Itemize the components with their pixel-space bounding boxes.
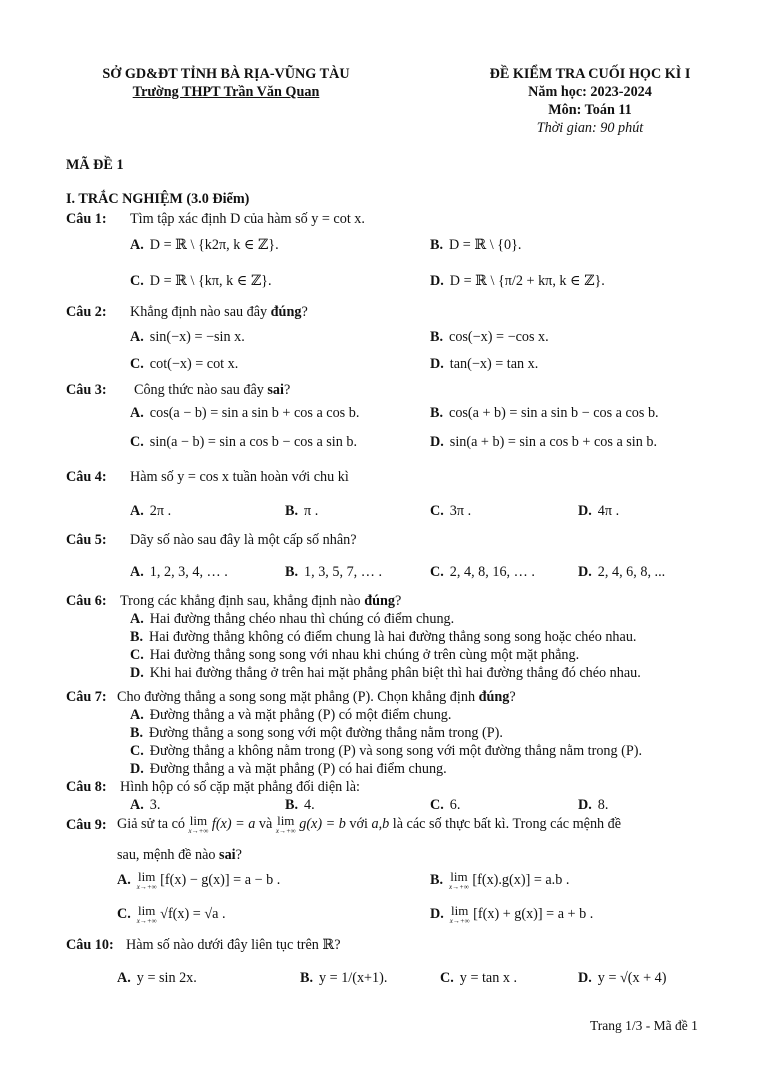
option-label: C. <box>430 564 444 580</box>
question-text-pre: Công thức nào sau đây <box>134 382 268 398</box>
option-text: 1, 2, 3, 4, … . <box>149 564 228 580</box>
question-text <box>130 304 308 321</box>
option-c[interactable] <box>430 503 471 520</box>
option-b[interactable] <box>285 503 318 520</box>
question-emphasis: đúng <box>364 593 395 609</box>
option-label: C. <box>440 970 454 986</box>
option-label: C. <box>130 743 144 759</box>
option-label: C. <box>130 647 144 663</box>
question-text-pre: Khẳng định nào sau đây <box>130 304 271 320</box>
question-text <box>117 814 621 835</box>
option-text: √f(x) = √a . <box>160 905 226 922</box>
exam-time: Thời gian: 90 phút <box>536 120 644 136</box>
question-text <box>134 382 290 399</box>
question-text-a: Giả sử ta có <box>117 815 185 832</box>
question-text-pre: sau, mệnh đề nào <box>117 847 220 863</box>
option-text: cos(a + b) = sin a sin b − cos a cos b. <box>449 405 659 421</box>
question-emphasis: đúng <box>478 689 510 705</box>
option-a[interactable] <box>130 564 228 581</box>
option-label: C. <box>430 503 444 519</box>
question-text-b: và <box>258 815 273 832</box>
limit-subscript: x→+∞ <box>136 917 157 925</box>
option-d[interactable] <box>430 273 605 290</box>
option-label: D. <box>130 665 144 681</box>
option-label: D. <box>578 970 592 986</box>
option-a[interactable] <box>117 870 280 891</box>
limit-g-expr: g(x) = b <box>299 815 346 832</box>
option-b[interactable] <box>130 725 503 742</box>
option-b[interactable] <box>300 970 387 987</box>
option-text: Khi hai đường thẳng ở trên hai mặt phẳng phân biệt thì hai đường thẳng đó chéo nhau. <box>149 665 641 681</box>
option-b[interactable] <box>285 797 315 814</box>
option-label: D. <box>578 797 592 813</box>
option-text: Đường thẳng a và mặt phẳng (P) có hai điểm chung. <box>149 761 447 777</box>
question-text-post: ? <box>394 593 402 609</box>
option-c[interactable] <box>430 564 535 581</box>
option-label: B. <box>285 564 299 580</box>
option-label: D. <box>430 356 444 372</box>
option-d[interactable] <box>130 665 641 682</box>
limit-subscript: x→+∞ <box>136 883 157 891</box>
option-d[interactable] <box>578 503 619 520</box>
question-text <box>117 689 516 706</box>
option-text: Đường thẳng a và mặt phẳng (P) có một điểm chung. <box>149 707 452 723</box>
option-label: A. <box>117 970 131 986</box>
page-footer: Trang 1/3 - Mã đề 1 <box>590 1018 698 1033</box>
limit-f: lim x→+∞ <box>188 813 209 835</box>
option-a[interactable] <box>130 237 279 254</box>
option-b[interactable] <box>130 629 636 646</box>
limit-subscript: x→+∞ <box>449 883 469 891</box>
option-label: A. <box>130 564 144 580</box>
limit-subscript: x→+∞ <box>449 917 470 925</box>
question-text: Dãy số nào sau đây là một cấp số nhân? <box>130 532 357 548</box>
option-b[interactable] <box>430 237 521 254</box>
option-text: sin(−x) = −sin x. <box>149 329 245 345</box>
question-text: Hàm số y = cos x tuần hoàn với chu kì <box>130 469 349 485</box>
option-text: Hai đường thẳng không có điểm chung là hai đường thẳng song song hoặc chéo nhau. <box>149 629 637 645</box>
option-text: sin(a + b) = sin a cos b + cos a sin b. <box>449 434 658 450</box>
exam-code: MÃ ĐỀ 1 <box>66 157 124 173</box>
question-text <box>120 593 401 610</box>
option-d[interactable] <box>430 904 593 925</box>
option-label: B. <box>300 970 314 986</box>
option-text: cos(−x) = −cos x. <box>449 329 549 345</box>
option-a[interactable] <box>130 329 245 346</box>
option-label: A. <box>130 329 144 345</box>
option-text: [f(x).g(x)] = a.b . <box>472 871 570 888</box>
option-d[interactable] <box>578 970 667 987</box>
option-label: A. <box>130 405 144 421</box>
option-c[interactable] <box>130 273 272 290</box>
option-text: y = √(x + 4) <box>597 970 667 986</box>
option-label: C. <box>130 434 144 450</box>
limit-operator: lim x→+∞ <box>136 903 157 925</box>
question-text-post: ? <box>283 382 291 398</box>
question-number: Câu 1: <box>66 211 107 227</box>
option-a[interactable] <box>130 797 160 814</box>
option-text: y = sin 2x. <box>136 970 197 986</box>
option-label: C. <box>130 273 144 289</box>
option-d[interactable] <box>578 564 665 581</box>
option-label: B. <box>430 405 444 421</box>
option-label: D. <box>578 564 592 580</box>
option-d[interactable] <box>578 797 608 814</box>
question-emphasis: sai <box>267 382 284 398</box>
question-number: Câu 7: <box>66 689 107 705</box>
school-year: Năm học: 2023-2024 <box>528 84 652 100</box>
option-text: Đường thẳng a song song với một đường thẳng nằm trong (P). <box>149 725 503 741</box>
option-label: A. <box>130 797 144 813</box>
option-d[interactable] <box>130 761 447 778</box>
option-text: 2π . <box>149 503 172 519</box>
question-text-c: với <box>349 815 368 832</box>
limit-f-expr: f(x) = a <box>211 815 256 832</box>
question-text-line2 <box>117 847 242 864</box>
question-emphasis: sai <box>219 847 236 863</box>
option-text: sin(a − b) = sin a cos b − cos a sin b. <box>149 434 358 450</box>
option-b[interactable] <box>430 405 659 422</box>
option-label: D. <box>430 273 444 289</box>
question-number: Câu 2: <box>66 304 107 320</box>
question-text-e: là các số thực bất kì. Trong các mệnh đề <box>392 815 622 832</box>
option-c[interactable] <box>440 970 517 987</box>
option-c[interactable] <box>430 797 460 814</box>
question-number: Câu 9: <box>66 817 107 833</box>
option-text: D = ℝ \ {kπ, k ∈ ℤ}. <box>149 273 272 289</box>
limit-operator: lim x→+∞ <box>136 869 157 891</box>
question-text-post: ? <box>301 304 308 320</box>
option-label: C. <box>117 905 131 922</box>
option-text: Hai đường thẳng song song với nhau khi chúng ở trên cùng một mặt phẳng. <box>149 647 580 663</box>
option-text: cot(−x) = cot x. <box>149 356 239 372</box>
option-a[interactable] <box>117 970 197 987</box>
option-a[interactable] <box>130 707 451 724</box>
option-c[interactable] <box>130 356 238 373</box>
option-a[interactable] <box>130 503 171 520</box>
option-label: B. <box>430 871 444 888</box>
option-text: D = ℝ \ {π/2 + kπ, k ∈ ℤ}. <box>449 273 605 289</box>
option-text: 6. <box>449 797 461 813</box>
question-text: Hình hộp có số cặp mặt phẳng đối diện là: <box>120 779 360 795</box>
question-text-post: ? <box>235 847 242 863</box>
option-c[interactable] <box>130 647 579 664</box>
option-b[interactable] <box>430 329 549 346</box>
option-c[interactable] <box>117 904 226 925</box>
option-label: C. <box>130 356 144 372</box>
option-text: tan(−x) = tan x. <box>449 356 539 372</box>
option-text: 1, 3, 5, 7, … . <box>304 564 383 580</box>
option-label: B. <box>430 237 444 253</box>
option-label: D. <box>430 434 444 450</box>
option-text: cos(a − b) = sin a sin b + cos a cos b. <box>149 405 360 421</box>
subject: Môn: Toán 11 <box>548 102 632 118</box>
question-number: Câu 4: <box>66 469 107 485</box>
option-text: 3π . <box>449 503 472 519</box>
question-text: Hàm số nào dưới đây liên tục trên ℝ? <box>126 937 341 953</box>
question-number: Câu 8: <box>66 779 107 795</box>
section-title: I. TRẮC NGHIỆM (3.0 Điểm) <box>66 191 250 207</box>
question-text-post: ? <box>509 689 516 705</box>
limit-subscript: x→+∞ <box>188 827 209 835</box>
option-c[interactable] <box>130 743 642 760</box>
option-text: y = 1/(x+1). <box>319 970 388 986</box>
option-d[interactable] <box>430 356 538 373</box>
option-label: C. <box>430 797 444 813</box>
question-number: Câu 6: <box>66 593 107 609</box>
option-text: [f(x) + g(x)] = a + b . <box>473 905 594 922</box>
option-label: A. <box>130 707 144 723</box>
option-label: D. <box>578 503 592 519</box>
exam-title: ĐỀ KIỂM TRA CUỐI HỌC KÌ I <box>489 66 691 82</box>
option-text: 4. <box>304 797 315 813</box>
question-number: Câu 10: <box>66 937 114 953</box>
question-number: Câu 3: <box>66 382 107 398</box>
option-label: B. <box>285 503 299 519</box>
option-label: D. <box>130 761 144 777</box>
question-text: Tìm tập xác định D của hàm số y = cot x. <box>130 211 365 227</box>
option-label: A. <box>130 237 144 253</box>
option-label: A. <box>130 611 144 627</box>
question-text-pre: Trong các khẳng định sau, khẳng định nào <box>120 593 365 609</box>
option-text: 3. <box>149 797 161 813</box>
option-label: B. <box>430 329 444 345</box>
question-text-pre: Cho đường thẳng a song song mặt phẳng (P). Chọn khẳng định <box>117 689 479 705</box>
option-label: A. <box>117 871 131 888</box>
option-a[interactable] <box>130 405 359 422</box>
limit-operator: lim x→+∞ <box>449 903 470 925</box>
option-text: 8. <box>597 797 609 813</box>
option-label: B. <box>130 629 144 645</box>
option-c[interactable] <box>130 434 357 451</box>
limit-g: lim x→+∞ <box>275 813 296 835</box>
option-text: 2, 4, 6, 8, ... <box>597 564 666 580</box>
option-text: 4π . <box>597 503 620 519</box>
question-vars: a,b <box>371 815 390 832</box>
option-label: D. <box>430 905 444 922</box>
option-a[interactable] <box>130 611 454 628</box>
school-name: Trường THPT Trần Văn Quan <box>132 84 320 100</box>
option-label: B. <box>285 797 299 813</box>
option-text: 2, 4, 8, 16, … . <box>449 564 535 580</box>
question-number: Câu 5: <box>66 532 107 548</box>
option-label: A. <box>130 503 144 519</box>
option-text: π . <box>304 503 319 519</box>
option-text: Hai đường thẳng chéo nhau thì chúng có điểm chung. <box>149 611 455 627</box>
option-text: y = tan x . <box>459 970 518 986</box>
option-text: D = ℝ \ {0}. <box>449 237 522 253</box>
limit-subscript: x→+∞ <box>275 827 296 835</box>
option-text: D = ℝ \ {k2π, k ∈ ℤ}. <box>149 237 279 253</box>
option-d[interactable] <box>430 434 657 451</box>
option-text: Đường thẳng a không nằm trong (P) và song song với một đường thẳng nằm trong (P). <box>149 743 643 759</box>
option-label: B. <box>130 725 144 741</box>
option-b[interactable] <box>430 870 569 891</box>
option-text: [f(x) − g(x)] = a − b . <box>160 871 281 888</box>
question-emphasis: đúng <box>270 304 302 320</box>
limit-operator: lim x→+∞ <box>449 869 469 891</box>
department-name: SỞ GD&ĐT TỈNH BÀ RỊA-VŨNG TÀU <box>102 66 350 82</box>
option-b[interactable] <box>285 564 382 581</box>
